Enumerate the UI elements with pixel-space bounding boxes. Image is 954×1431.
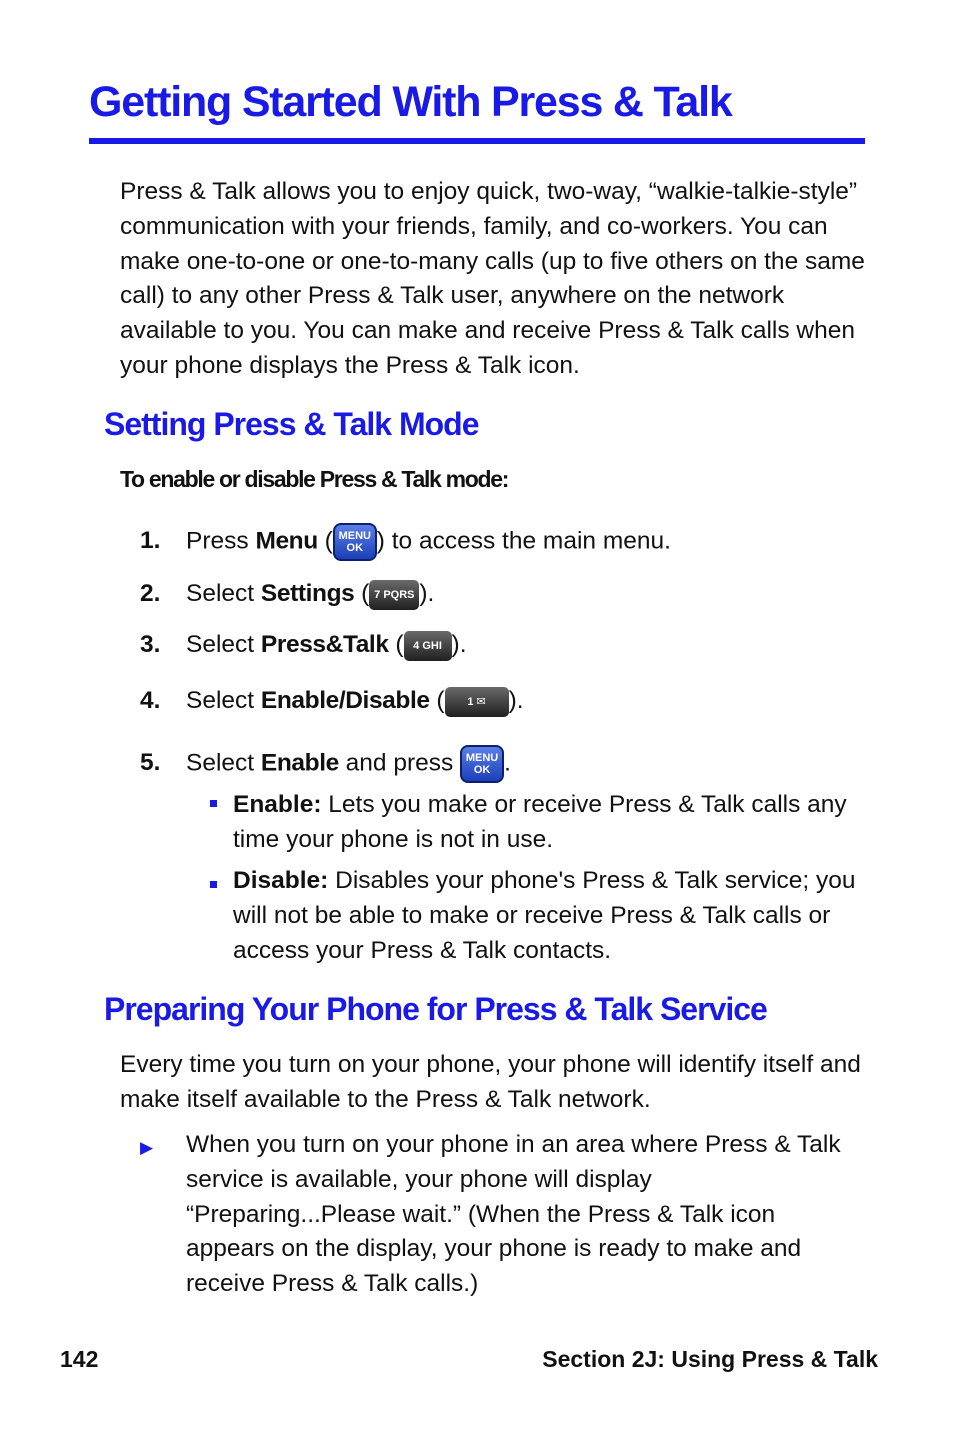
step-2: 2. Select Settings ( 7 PQRS ). [140,577,434,611]
key-4-icon: 4 GHI [404,631,452,661]
section-heading-preparing-phone: Preparing Your Phone for Press & Talk Service [104,991,767,1027]
menu-ok-key-icon: MENU OK [333,523,377,561]
square-bullet-icon [210,881,217,888]
press-talk-label: Press&Talk [260,631,389,658]
title-rule [89,138,865,144]
step-number: 1. [140,527,161,555]
intro-paragraph: Press & Talk allows you to enjoy quick, two-way, “walkie-talkie-style” communication with your friends, family, and co-workers. You can make one-to-one or one-to-many calls (up to five others on the same call) to any other Press & Talk user, anywhere on the network available to you. You can make and receive Press & Talk calls when your phone displays the Press & Talk icon. [120,178,865,379]
step-5: 5. Select Enable and press MENU OK . [140,745,511,783]
page-number: 142 [60,1346,99,1372]
step-number: 4. [140,687,161,714]
square-bullet-icon [210,800,217,807]
step-number: 2. [140,580,161,607]
key-1-icon: 1 ✉ [445,687,509,717]
triangle-bullet-icon: ▶ [140,1138,154,1157]
procedure-subheading: To enable or disable Press & Talk mode: [120,466,509,492]
menu-label: Menu [255,527,318,555]
step-number: 5. [140,749,161,777]
enable-label: Enable [260,749,339,777]
step-1: 1. Press Menu ( MENU OK ) to access the main menu. [140,523,671,561]
section-footer-label: Section 2J: Using Press & Talk [542,1346,878,1372]
preparing-paragraph: Every time you turn on your phone, your phone will identify itself and make itself available to the Press & Talk network. [120,1051,861,1113]
section-heading-setting-mode: Setting Press & Talk Mode [104,406,479,442]
step-4: 4. Select Enable/Disable ( 1 ✉ ). [140,684,524,718]
step-3: 3. Select Press&Talk ( 4 GHI ). [140,628,467,662]
settings-label: Settings [260,580,355,607]
enable-disable-label: Enable/Disable [260,687,430,714]
key-7-icon: 7 PQRS [369,580,419,610]
page-title: Getting Started With Press & Talk [89,78,732,126]
bullet-disable: Disable: Disables your phone's Press & Talk service; you will not be able to make or receive Press & Talk calls or access your Press & Talk contacts. [233,867,856,964]
menu-ok-key-icon: MENU OK [460,745,504,783]
note-paragraph: When you turn on your phone in an area where Press & Talk service is available, your phone will display “Preparing...Please wait.” (When the Press & Talk icon appears on the display, your phone is ready to make and receive Press & Talk calls.) [186,1131,841,1298]
step-number: 3. [140,631,161,658]
bullet-enable: Enable: Lets you make or receive Press & Talk calls any time your phone is not in use. [233,791,847,853]
